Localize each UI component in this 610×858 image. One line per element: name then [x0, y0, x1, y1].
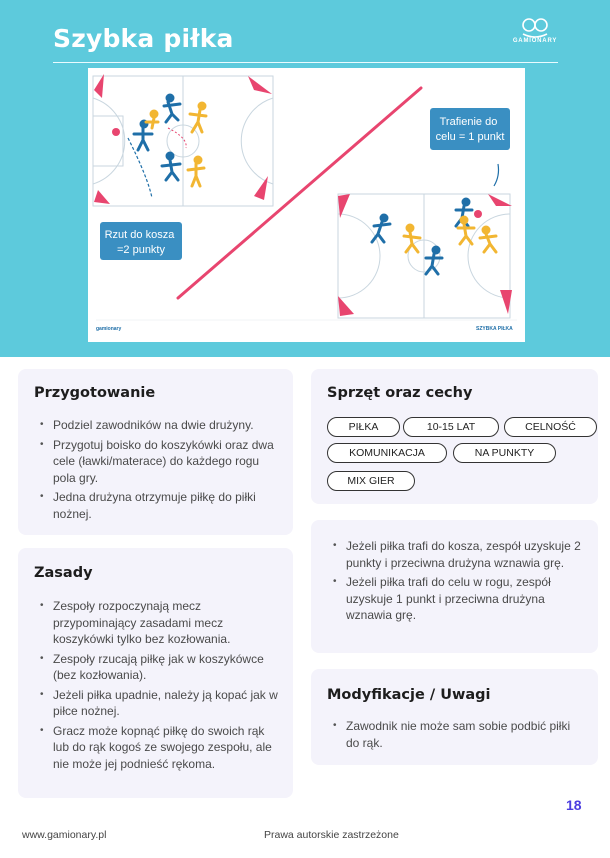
list-item: • Jeżeli piłka upadnie, należy ją kopać jak w piłce nożnej. [40, 687, 280, 720]
footer-copyright: Prawa autorskie zastrzeżone [264, 829, 399, 841]
list-item: • Jeżeli piłka trafi do kosza, zespół uzyskuje 2 punkty i przeciwna drużyna wznawia grę. [333, 538, 583, 571]
tag-communication: KOMUNIKACJA [327, 443, 447, 463]
game-diagram [88, 68, 525, 342]
title-divider [53, 62, 558, 63]
rules-heading: Zasady [34, 565, 93, 581]
list-item: • Podziel zawodników na dwie drużyny. [40, 417, 280, 434]
card-modifications [311, 669, 598, 765]
equipment-heading: Sprzęt oraz cechy [327, 385, 473, 401]
list-item: • Jedna drużyna otrzymuje piłkę do piłki nożnej. [40, 489, 280, 522]
list-item: • Zawodnik nie może sam sobie podbić piłki do rąk. [333, 718, 583, 751]
preparation-list [40, 417, 280, 525]
diagram-footer-right: SZYBKA PIŁKA [476, 326, 513, 332]
list-item: • Przygotuj boisko do koszykówki oraz dwa cele (ławki/materace) do każdego rogu pola gry. [40, 437, 280, 487]
rules-list [40, 598, 280, 775]
card-equipment [311, 369, 598, 504]
label-goal-box [430, 108, 510, 150]
card-scoring [311, 520, 598, 653]
scoring-list [333, 538, 583, 627]
modifications-list [333, 718, 583, 754]
label-goal: Trafienie do celu = 1 punkt [435, 116, 505, 143]
logo-text: GAMIONARY [512, 38, 558, 44]
preparation-heading: Przygotowanie [34, 385, 156, 401]
label-basket: Rzut do kosza =2 punkty [104, 229, 175, 256]
page-number: 18 [566, 797, 582, 813]
logo-icon [505, 10, 565, 50]
list-item: • Jeżeli piłka trafi do celu w rogu, zespół uzyskuje 1 punkt i przeciwna drużyna wznawia grę. [333, 574, 583, 624]
card-rules [18, 548, 293, 798]
list-item: • Gracz może kopnąć piłkę do swoich rąk lub do rąk kogoś ze swojego zespołu, ale nie może jej podnieść rękoma. [40, 723, 280, 773]
tag-points: NA PUNKTY [453, 443, 556, 463]
tag-mix: MIX GIER [327, 471, 415, 491]
footer-website[interactable]: www.gamionary.pl [22, 829, 107, 841]
list-item: • Zespoły rozpoczynają mecz przypominający zasadami mecz koszykówki tylko bez kozłowania. [40, 598, 280, 648]
tag-age: 10-15 LAT [403, 417, 499, 437]
page-title: Szybka piłka [53, 24, 234, 53]
card-preparation [18, 369, 293, 535]
list-item: • Zespoły rzucają piłkę jak w koszykówce (bez kozłowania). [40, 651, 280, 684]
tag-ball: PIŁKA [327, 417, 400, 437]
diagram-footer-left: gamionary [96, 326, 122, 332]
tag-accuracy: CELNOŚĆ [504, 417, 597, 437]
modifications-heading: Modyfikacje / Uwagi [327, 687, 491, 703]
